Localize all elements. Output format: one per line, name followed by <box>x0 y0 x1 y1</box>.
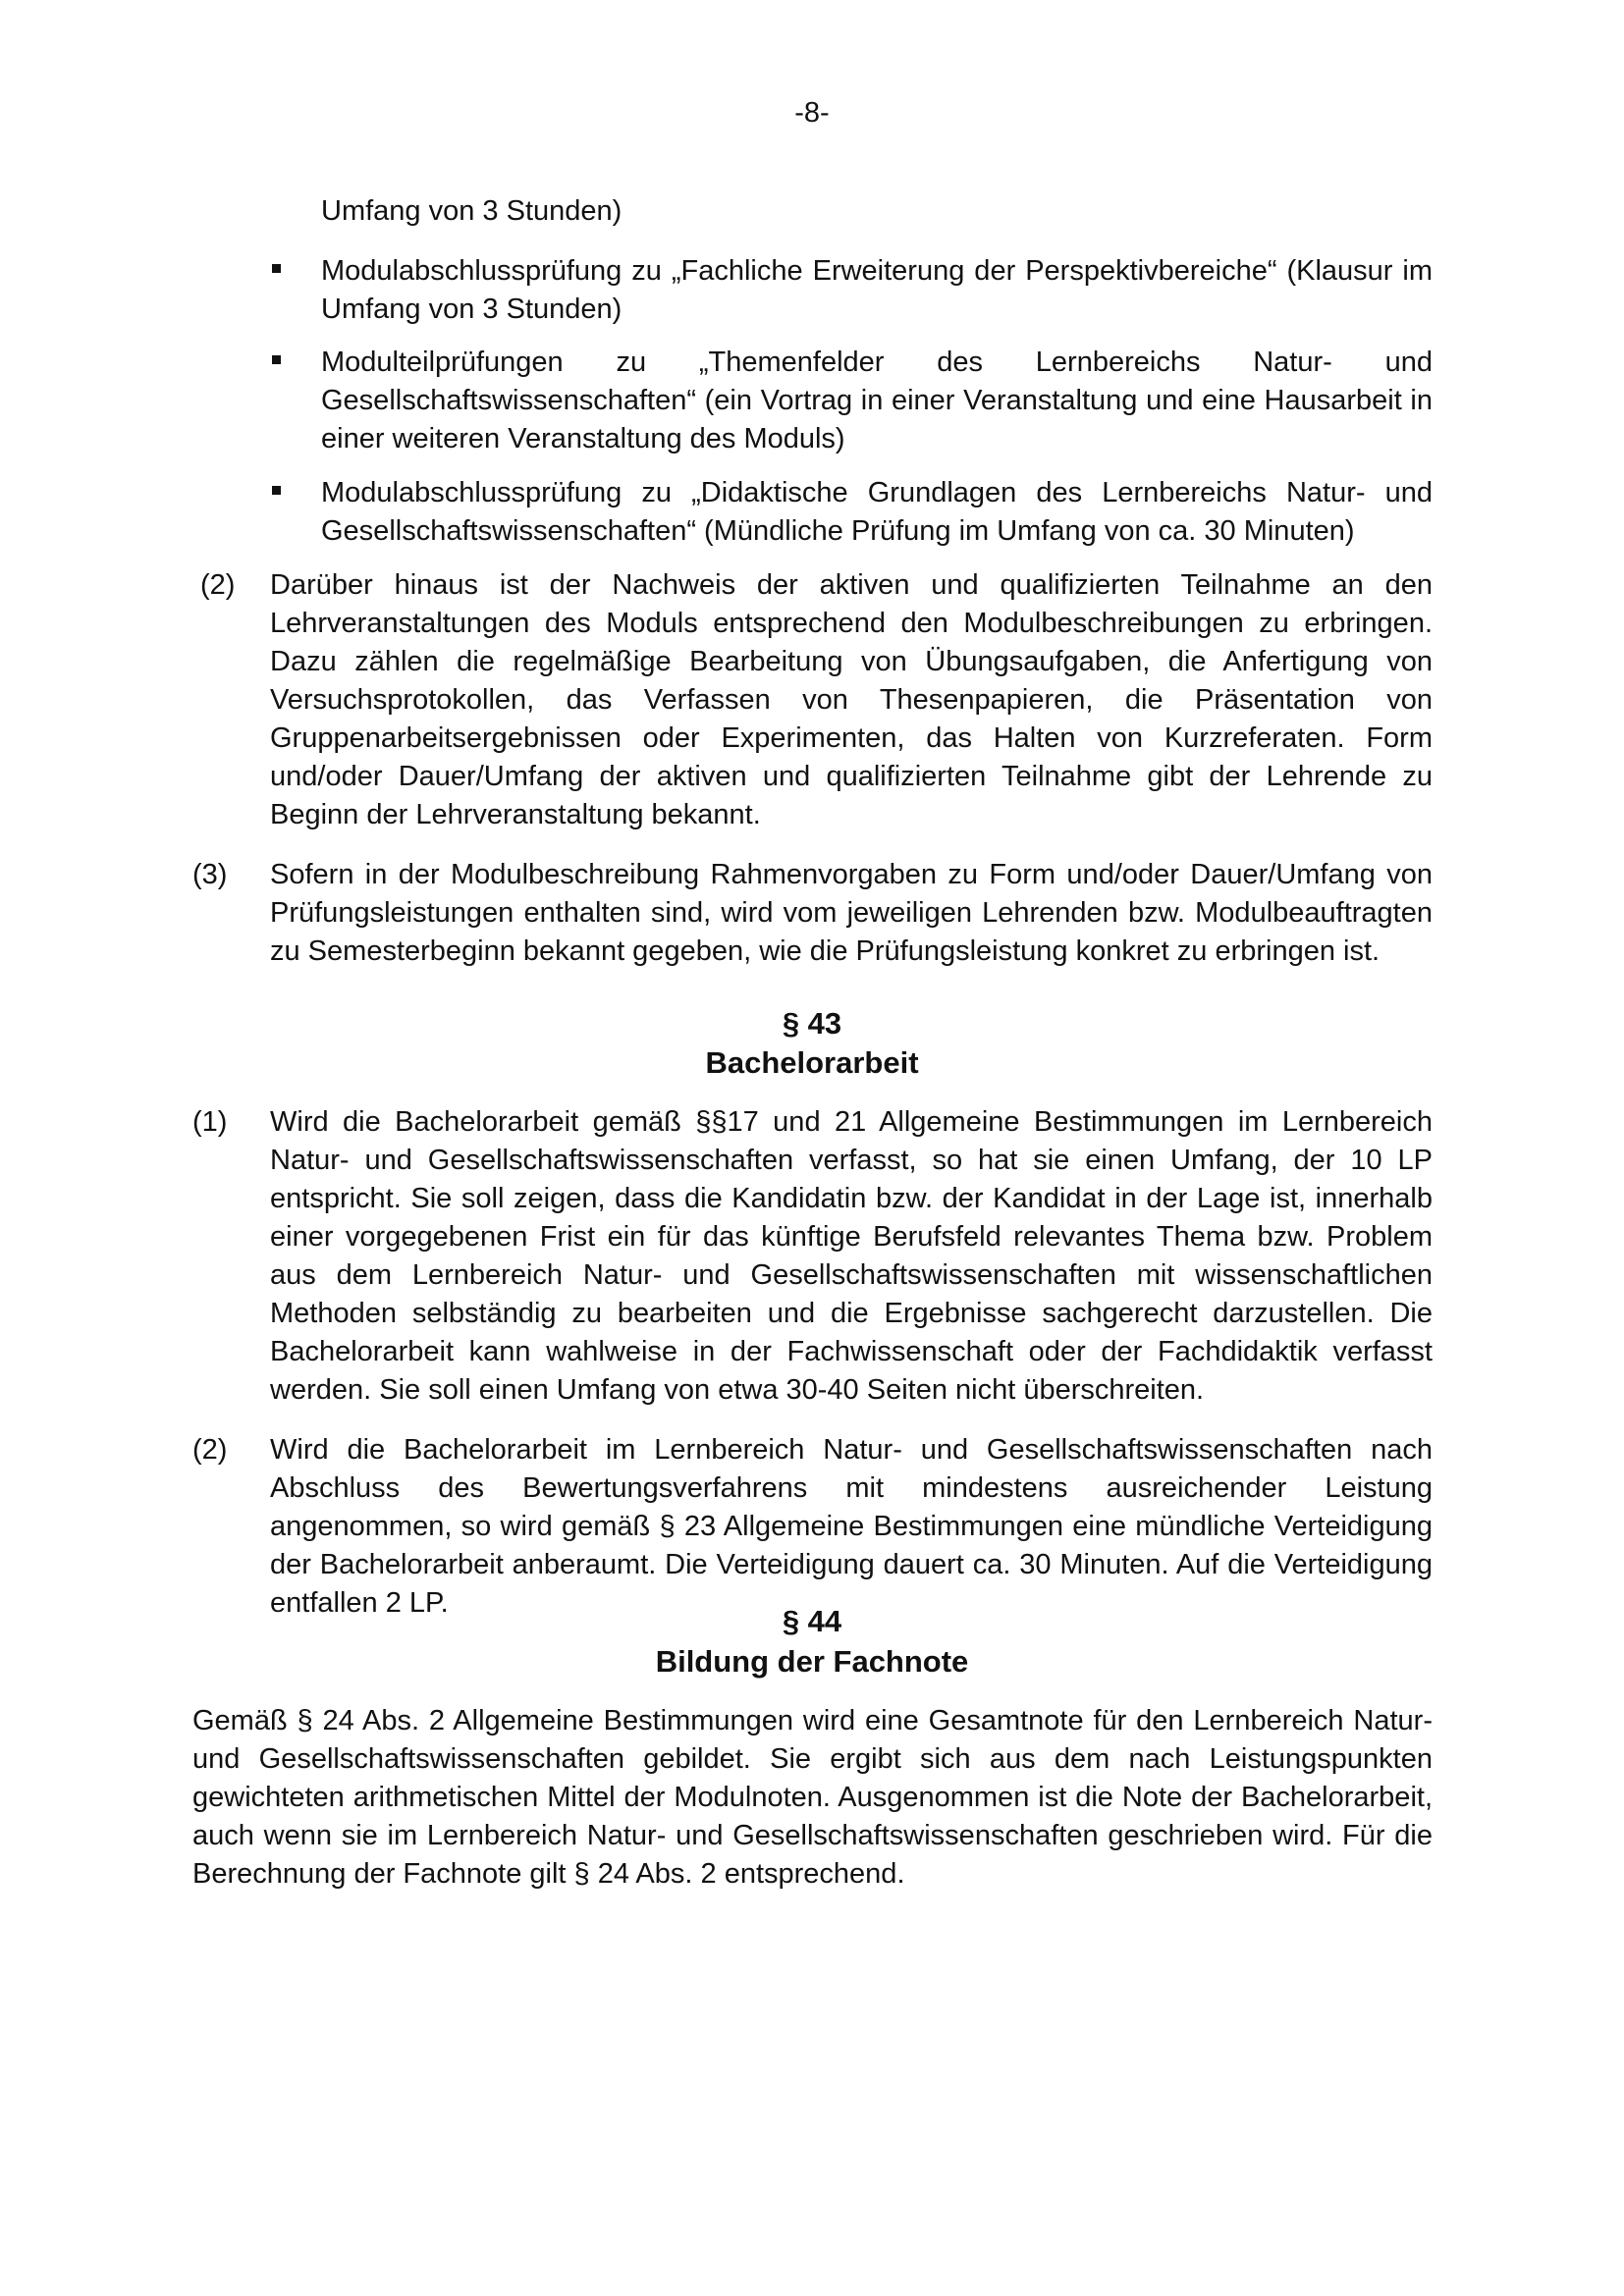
section-body-text: Gemäß § 24 Abs. 2 Allgemeine Bestimmungen wird eine Gesamtnote für den Lernbereich Natur- und Gesellschaftswissenschaften gebildet. Sie ergibt sich aus dem nach Leistungspunkten gewichteten arithmetischen Mittel der Modulnoten. Ausgenommen ist die Note der Bachelorarbeit, auch wenn sie im Lernbereich Natur- und Gesellschaftswissenschaften geschrieben wird. Für die Berechnung der Fachnote gilt § 24 Abs. 2 entsprechend. <box>192 1705 1433 1890</box>
bullet-continuation-text: Umfang von 3 Stunden) <box>321 195 623 227</box>
section-title-heading: Bildung der Fachnote <box>655 1644 969 1679</box>
paragraph-number: (2) <box>192 1434 228 1466</box>
bullet-item-text: Modulteilprüfungen zu „Themenfelder des Lernbereichs Natur- und Gesellschaftswissenschaften“ (ein Vortrag in einer Veranstaltung und eine Hausarbeit in einer weiteren Veranstaltung des Moduls) <box>321 347 1433 454</box>
numbered-paragraph <box>192 1103 1433 1410</box>
bullet-square-icon <box>272 486 281 495</box>
bullet-item-text: Modulabschlussprüfung zu „Didaktische Grundlagen des Lernbereichs Natur- und Gesellschaftswissenschaften“ (Mündliche Prüfung im Umfang von ca. 30 Minuten) <box>321 477 1433 547</box>
paragraph-text: Wird die Bachelorarbeit gemäß §§17 und 21 Allgemeine Bestimmungen im Lernbereich Natur- und Gesellschaftswissenschaften verfasst, so hat sie einen Umfang, der 10 LP entspricht. Sie soll zeigen, dass die Kandidatin bzw. der Kandidat in der Lage ist, innerhalb einer vorgegebenen Frist ein für das künftige Berufsfeld relevantes Thema bzw. Problem aus dem Lernbereich Natur- und Gesellschaftswissenschaften mit wissenschaftlichen Methoden selbständig zu bearbeiten und die Ergebnisse sachgerecht darzustellen. Die Bachelorarbeit kann wahlweise in der Fachwissenschaft oder der Fachdidaktik verfasst werden. Sie soll einen Umfang von etwa 30-40 Seiten nicht überschreiten. <box>270 1106 1433 1406</box>
numbered-paragraph <box>192 566 1433 834</box>
section-number-heading: § 43 <box>782 1006 842 1041</box>
bullet-item <box>265 474 1433 551</box>
numbered-paragraph <box>192 856 1433 971</box>
paragraph-number: (2) <box>200 569 236 601</box>
section-title-heading: Bachelorarbeit <box>705 1045 919 1080</box>
bullet-item <box>265 344 1433 458</box>
bullet-square-icon <box>272 355 281 364</box>
section-number-heading: § 44 <box>782 1604 842 1638</box>
paragraph-number: (3) <box>192 859 228 890</box>
page-number: -8- <box>794 97 830 129</box>
paragraph-number: (1) <box>192 1106 228 1138</box>
numbered-paragraph <box>192 1431 1433 1623</box>
bullet-item <box>265 252 1433 329</box>
paragraph-text: Sofern in der Modulbeschreibung Rahmenvorgaben zu Form und/oder Dauer/Umfang von Prüfungsleistungen enthalten sind, wird vom jeweiligen Lehrenden bzw. Modulbeauftragten zu Semesterbeginn bekannt gegeben, wie die Prüfungsleistung konkret zu erbringen ist. <box>270 859 1433 967</box>
bullet-item-text: Modulabschlussprüfung zu „Fachliche Erweiterung der Perspektivbereiche“ (Klausur im Umfang von 3 Stunden) <box>321 255 1433 325</box>
paragraph-text: Darüber hinaus ist der Nachweis der aktiven und qualifizierten Teilnahme an den Lehrveranstaltungen des Moduls entsprechend den Modulbeschreibungen zu erbringen. Dazu zählen die regelmäßige Bearbeitung von Übungsaufgaben, die Anfertigung von Versuchsprotokollen, das Verfassen von Thesenpapieren, die Präsentation von Gruppenarbeitsergebnissen oder Experimenten, das Halten von Kurzreferaten. Form und/oder Dauer/Umfang der aktiven und qualifizierten Teilnahme gibt der Lehrende zu Beginn der Lehrveranstaltung bekannt. <box>270 569 1433 830</box>
bullet-square-icon <box>272 264 281 273</box>
paragraph-text: Wird die Bachelorarbeit im Lernbereich Natur- und Gesellschaftswissenschaften nach Abschluss des Bewertungsverfahrens mit mindestens ausreichender Leistung angenommen, so wird gemäß § 23 Allgemeine Bestimmungen eine mündliche Verteidigung der Bachelorarbeit anberaumt. Die Verteidigung dauert ca. 30 Minuten. Auf die Verteidigung entfallen 2 LP. <box>270 1434 1433 1619</box>
